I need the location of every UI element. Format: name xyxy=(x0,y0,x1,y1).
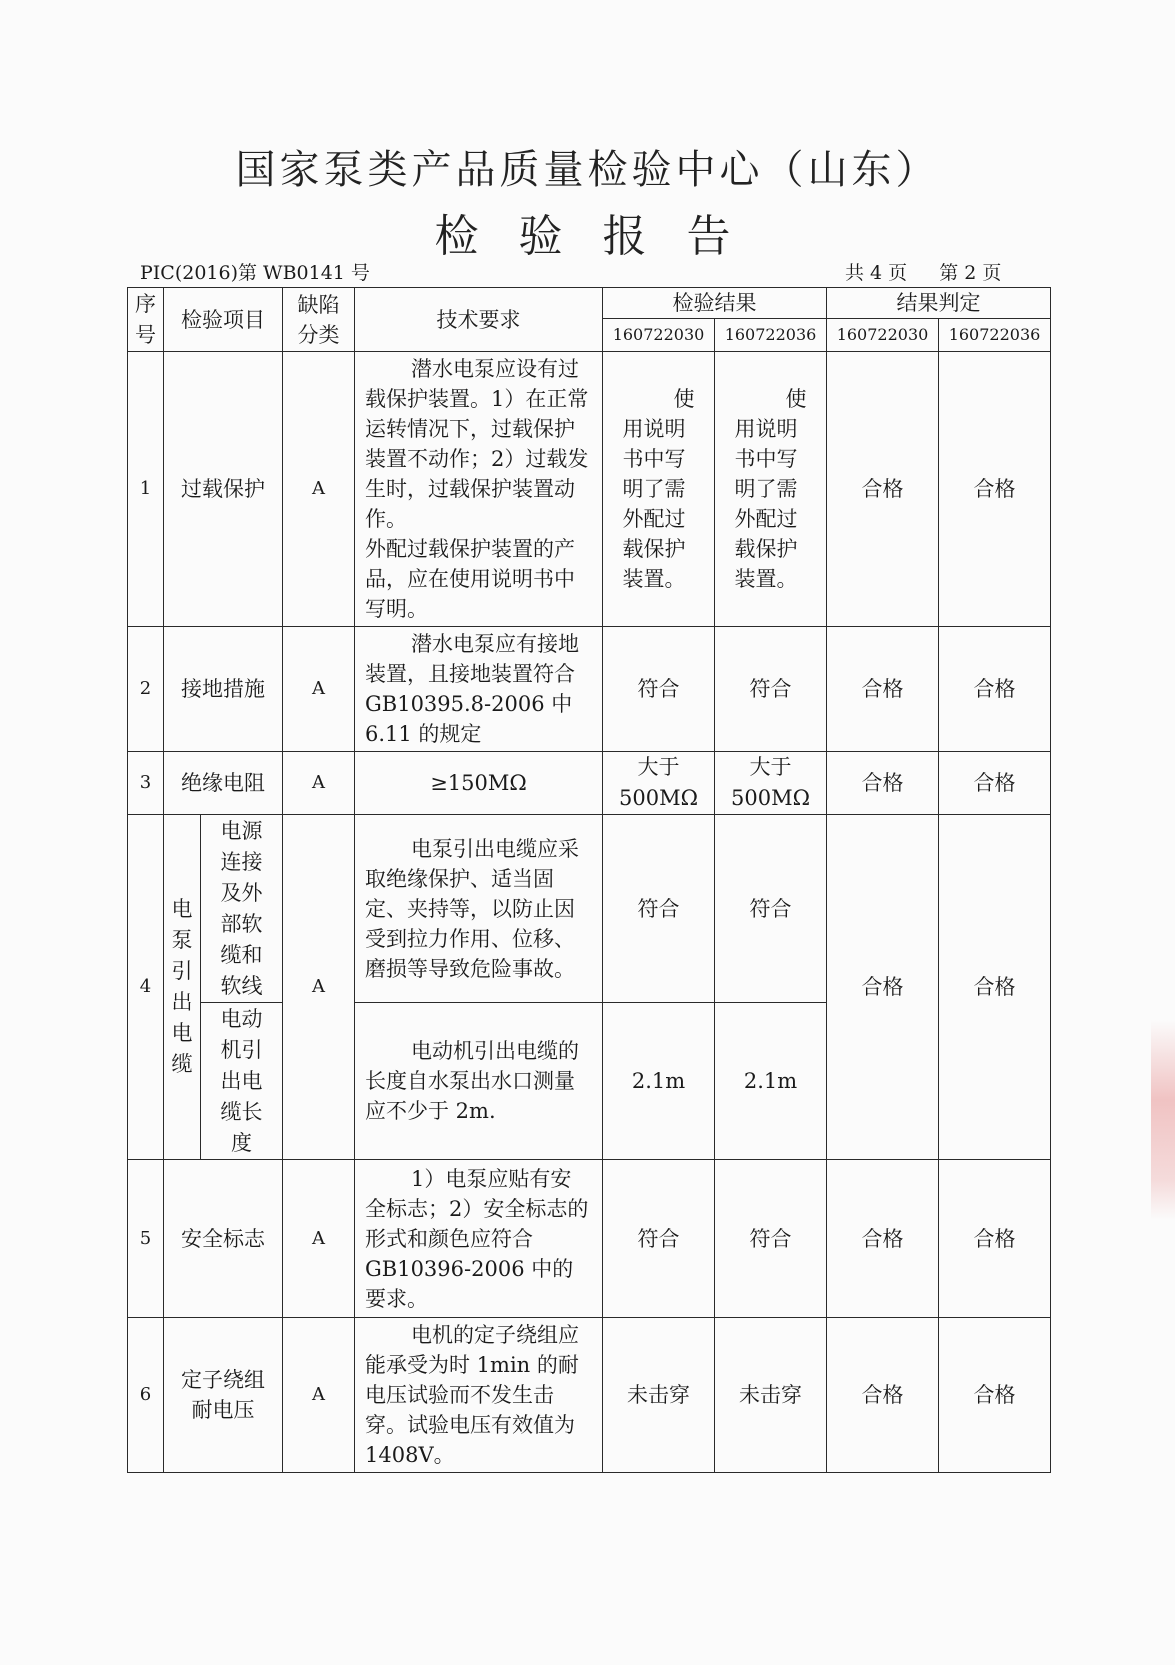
row-item: 安全标志 xyxy=(164,1160,283,1318)
row-item: 过载保护 xyxy=(164,352,283,627)
row-result: 2.1m xyxy=(603,1003,715,1160)
row-result: 符合 xyxy=(603,627,715,752)
row-requirement: 电机的定子绕组应能承受为时 1min 的耐电压试验而不发生击穿。试验电压有效值为 1408V。 xyxy=(355,1318,603,1473)
header-result: 检验结果 xyxy=(603,288,827,319)
row-defect: A xyxy=(283,352,355,627)
row-result: 符合 xyxy=(603,815,715,1003)
row-result: 符合 xyxy=(715,627,827,752)
header-row xyxy=(128,288,1051,319)
row-judge: 合格 xyxy=(939,815,1051,1160)
table-row xyxy=(128,815,1051,1003)
row-requirement: 潜水电泵应设有过载保护装置。1）在正常运转情况下，过载保护装置不动作；2）过载发生时，过载保护装置动作。 外配过载保护装置的产品，应在使用说明书中写明。 xyxy=(355,352,603,627)
row-judge: 合格 xyxy=(939,752,1051,815)
row-judge: 合格 xyxy=(827,752,939,815)
row-item: 接地措施 xyxy=(164,627,283,752)
row-seq: 5 xyxy=(128,1160,164,1318)
header-seq: 序号 xyxy=(128,288,164,352)
row-result: 大于 500MΩ xyxy=(715,752,827,815)
row-judge: 合格 xyxy=(939,627,1051,752)
header-requirement: 技术要求 xyxy=(355,288,603,352)
table-row xyxy=(128,627,1051,752)
row-result: 大于 500MΩ xyxy=(603,752,715,815)
row-result: 未击穿 xyxy=(715,1318,827,1473)
row-requirement: 电动机引出电缆的长度自水泵出水口测量应不少于 2m. xyxy=(355,1003,603,1160)
row-judge: 合格 xyxy=(827,352,939,627)
report-number: PIC(2016)第 WB0141 号 xyxy=(140,262,370,284)
row-requirement: 电泵引出电缆应采取绝缘保护、适当固定、夹持等，以防止因受到拉力作用、位移、磨损等导致危险事故。 xyxy=(355,815,603,1003)
row-judge: 合格 xyxy=(827,1318,939,1473)
row-result: 符合 xyxy=(603,1160,715,1318)
report-title: 检验报告 xyxy=(434,211,771,262)
row-result: 符合 xyxy=(715,815,827,1003)
report-center-title: 国家泵类产品质量检验中心（山东） xyxy=(235,147,940,193)
header-defect: 缺陷分类 xyxy=(283,288,355,352)
sample-id: 160722030 xyxy=(827,319,939,352)
row-requirement: 1）电泵应贴有安全标志；2）安全标志的形式和颜色应符合 GB10396-2006 中的要求。 xyxy=(355,1160,603,1318)
row-result: 未击穿 xyxy=(603,1318,715,1473)
row-judge: 合格 xyxy=(939,1160,1051,1318)
table-row xyxy=(128,752,1051,815)
row-seq: 3 xyxy=(128,752,164,815)
row-defect: A xyxy=(283,1160,355,1318)
row-seq: 4 xyxy=(128,815,164,1160)
sample-id: 160722036 xyxy=(715,319,827,352)
row-seq: 6 xyxy=(128,1318,164,1473)
inspection-table xyxy=(127,287,1051,1473)
row-result: 2.1m xyxy=(715,1003,827,1160)
row-defect: A xyxy=(283,1318,355,1473)
row-defect: A xyxy=(283,627,355,752)
table-row xyxy=(128,1160,1051,1318)
header-judgement: 结果判定 xyxy=(827,288,1051,319)
page-number: 第 2 页 xyxy=(939,262,1002,284)
row-judge: 合格 xyxy=(939,352,1051,627)
table-row xyxy=(128,1318,1051,1473)
row-seq: 1 xyxy=(128,352,164,627)
row-result: 使 用说明书中写明了需外配过载保护装置。 xyxy=(603,352,715,627)
row-item: 绝缘电阻 xyxy=(164,752,283,815)
row-judge: 合格 xyxy=(827,627,939,752)
row-requirement: ≥150MΩ xyxy=(355,752,603,815)
row-seq: 2 xyxy=(128,627,164,752)
row-defect: A xyxy=(283,752,355,815)
header-item: 检验项目 xyxy=(164,288,283,352)
row-judge: 合格 xyxy=(827,1160,939,1318)
row-subitem: 电源连接及外部软缆和软线 xyxy=(201,815,283,1003)
row-result: 使 用说明书中写明了需外配过载保护装置。 xyxy=(715,352,827,627)
row-subitem: 电动机引出电缆长度 xyxy=(201,1003,283,1160)
sample-id: 160722036 xyxy=(939,319,1051,352)
total-pages: 共 4 页 xyxy=(845,262,908,284)
row-requirement: 潜水电泵应有接地装置，且接地装置符合 GB10395.8-2006 中 6.11 的规定 xyxy=(355,627,603,752)
row-judge: 合格 xyxy=(827,815,939,1160)
page-info xyxy=(845,258,1001,285)
row-item: 电泵引出电缆 xyxy=(164,815,201,1160)
row-result: 符合 xyxy=(715,1160,827,1318)
table-row xyxy=(128,352,1051,627)
row-judge: 合格 xyxy=(939,1318,1051,1473)
row-item: 定子绕组耐电压 xyxy=(164,1318,283,1473)
row-defect: A xyxy=(283,815,355,1160)
seal-stamp-edge xyxy=(1151,1020,1175,1220)
sample-id: 160722030 xyxy=(603,319,715,352)
